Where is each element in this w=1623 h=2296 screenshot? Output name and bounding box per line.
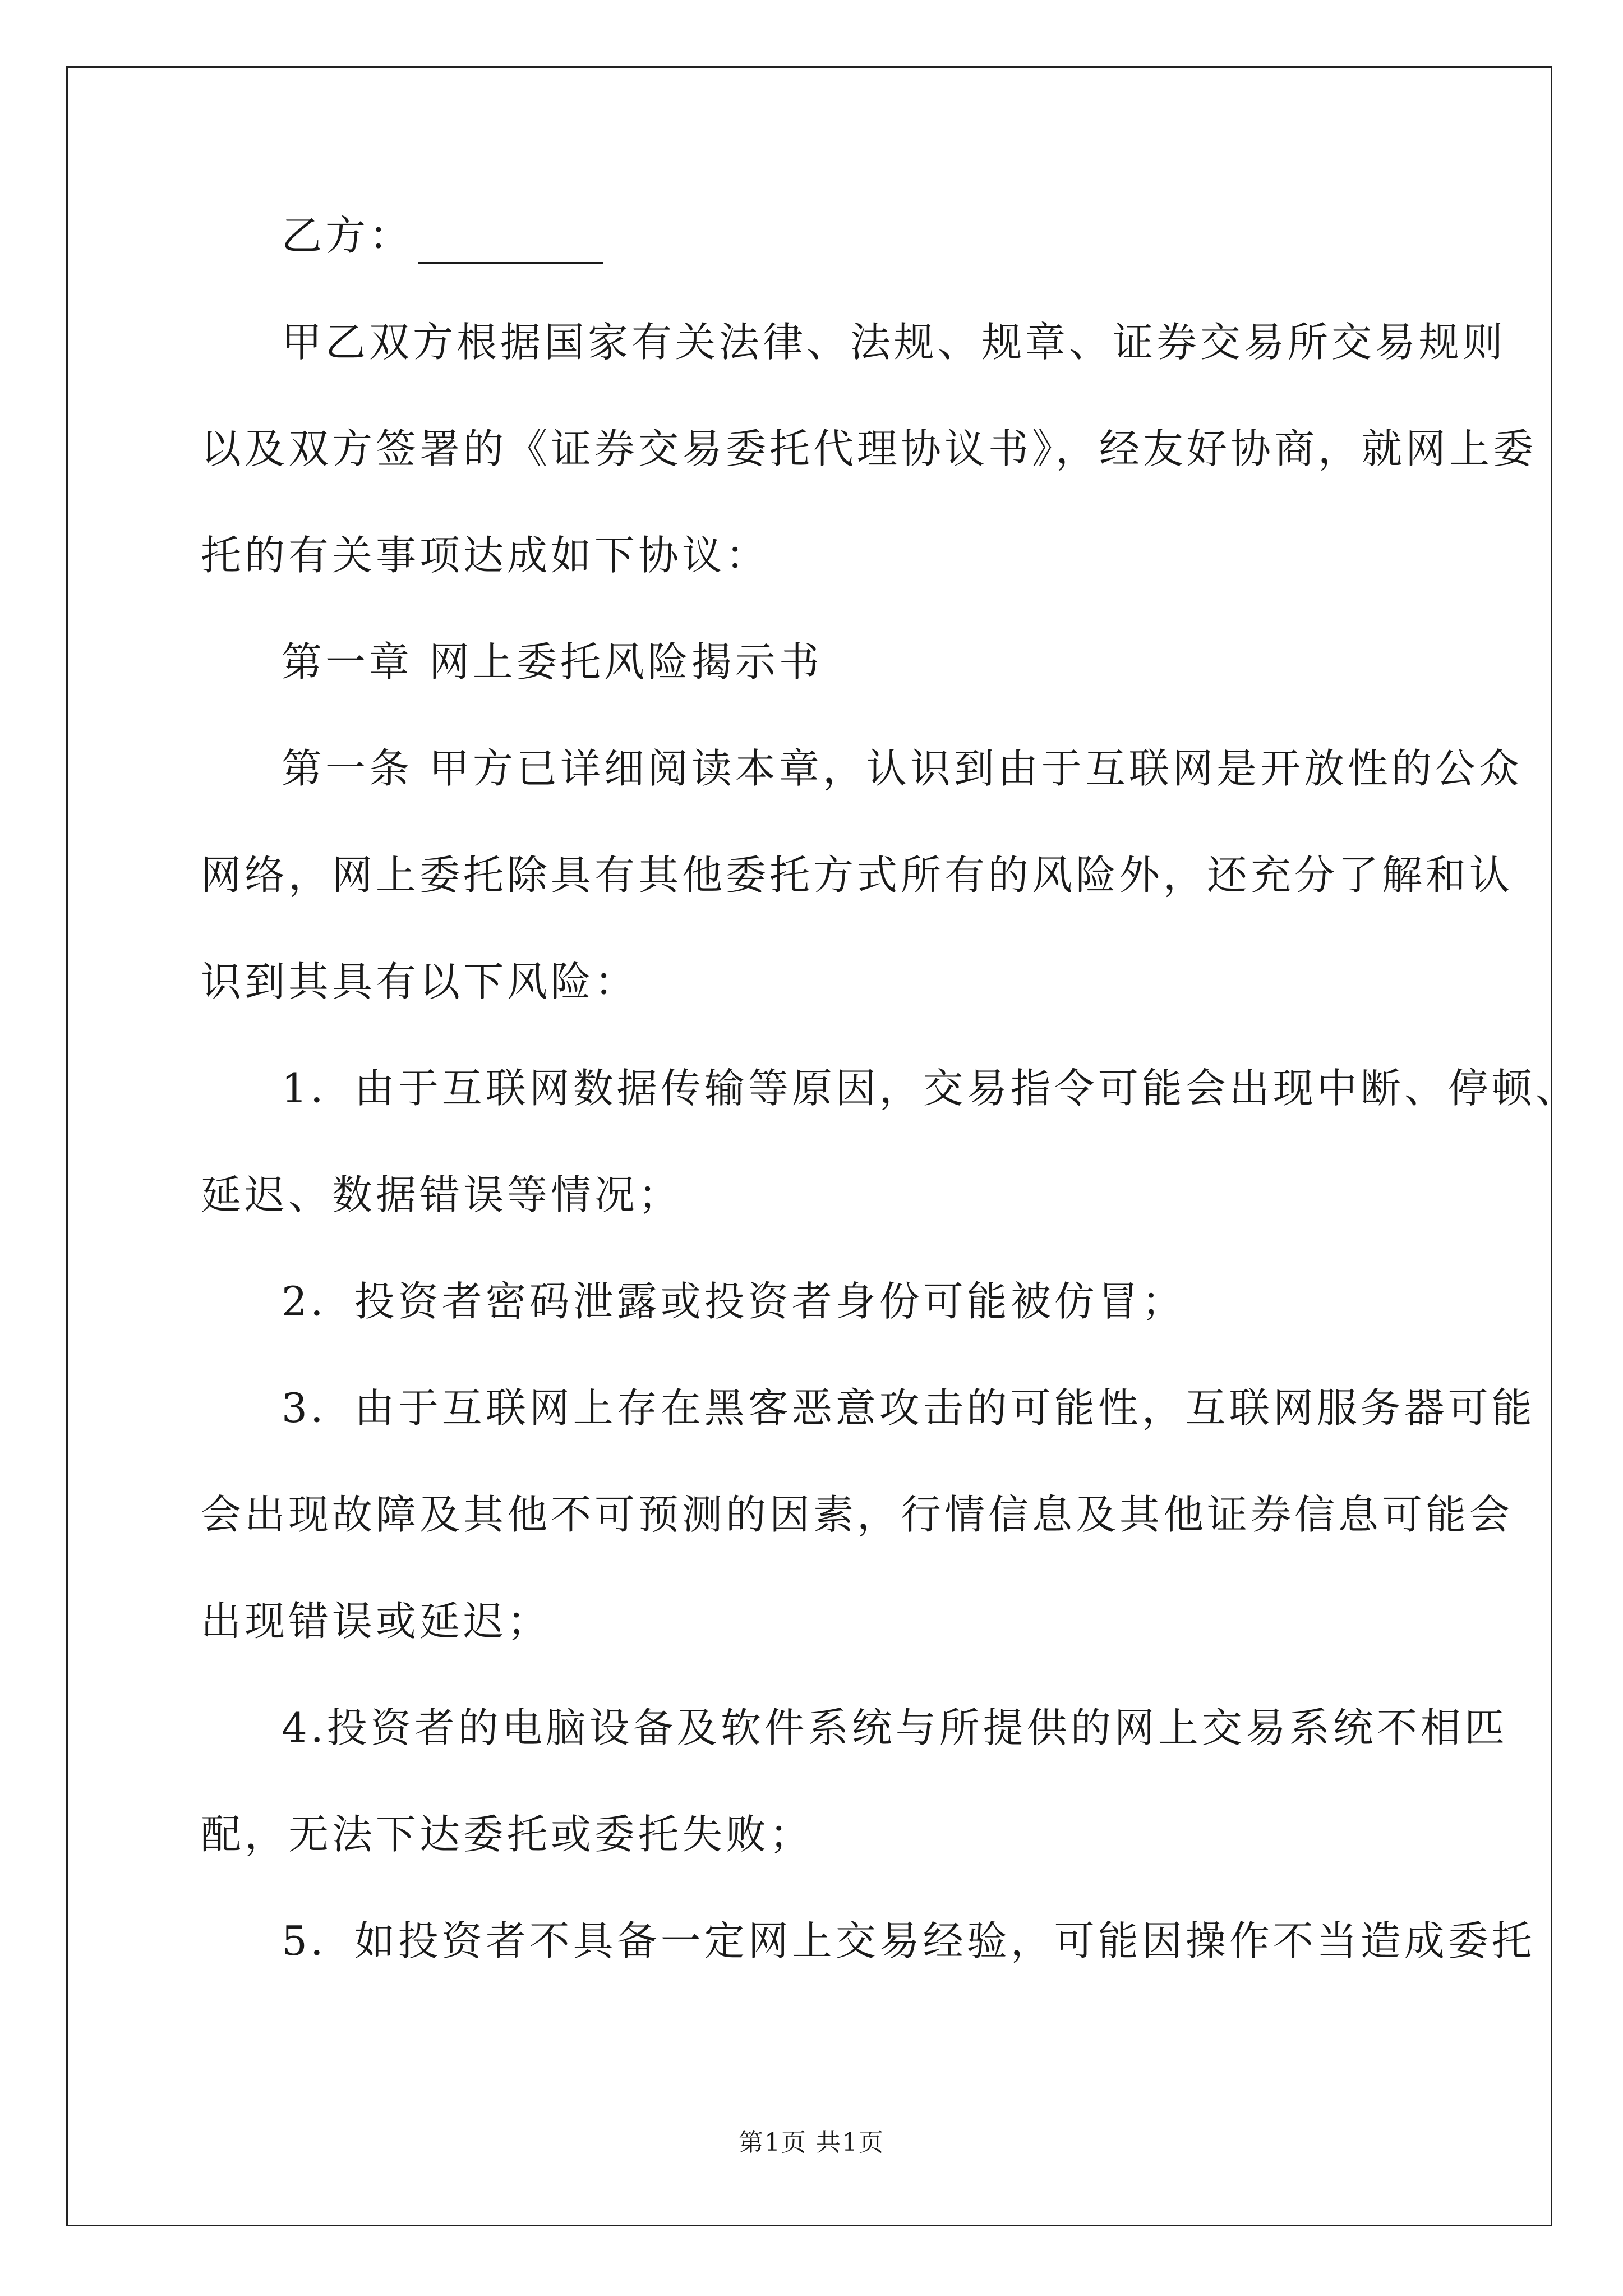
party-b-label: 乙方： [282,212,413,259]
text-line: 第一条 甲方已详细阅读本章，认识到由于互联网是开放性的公众 [282,745,1523,792]
paragraph-risk-4 [201,1700,1508,1862]
paragraph-risk-2 [201,1273,1423,1329]
page-indicator: 第1页 共1页 [739,2128,884,2157]
party-b-line [201,208,1423,264]
paragraph-article-1 [201,740,1523,1010]
page-footer [0,2126,1623,2160]
text-line: 2．投资者密码泄露或投资者身份可能被仿冒； [282,1278,1186,1325]
text-line: 托的有关事项达成如下协议： [201,532,770,579]
text-line: 3．由于互联网上存在黑客恶意攻击的可能性，互联网服务器可能 [282,1384,1536,1432]
text-line: 识到其具有以下风险： [201,958,639,1005]
text-line: 延迟、数据错误等情况； [201,1171,683,1218]
chapter-heading [201,634,1423,690]
party-b-blank-field [418,222,603,264]
text-line: 4.投资者的电脑设备及软件系统与所提供的网上交易系统不相匹 [282,1704,1508,1751]
text-line: 会出现故障及其他不可预测的因素，行情信息及其他证券信息可能会 [201,1491,1514,1538]
chapter-title: 第一章 网上委托风险揭示书 [282,638,823,685]
text-line: 1．由于互联网数据传输等原因，交易指令可能会出现中断、停顿、 [282,1065,1579,1112]
text-line: 出现错误或延迟； [201,1598,551,1645]
paragraph-risk-1 [201,1060,1579,1223]
paragraph-risk-3 [201,1380,1536,1649]
text-line: 网络，网上委托除具有其他委托方式所有的风险外，还充分了解和认 [201,852,1514,899]
paragraph-intro [201,314,1537,583]
text-line: 以及双方签署的《证券交易委托代理协议书》，经友好协商，就网上委 [201,425,1537,472]
text-line: 5．如投资者不具备一定网上交易经验，可能因操作不当造成委托 [282,1917,1536,1964]
text-line: 甲乙双方根据国家有关法律、法规、规章、证券交易所交易规则 [282,319,1507,366]
paragraph-risk-5 [201,1913,1536,1969]
text-line: 配，无法下达委托或委托失败； [201,1811,814,1858]
document-body [201,208,1579,2019]
